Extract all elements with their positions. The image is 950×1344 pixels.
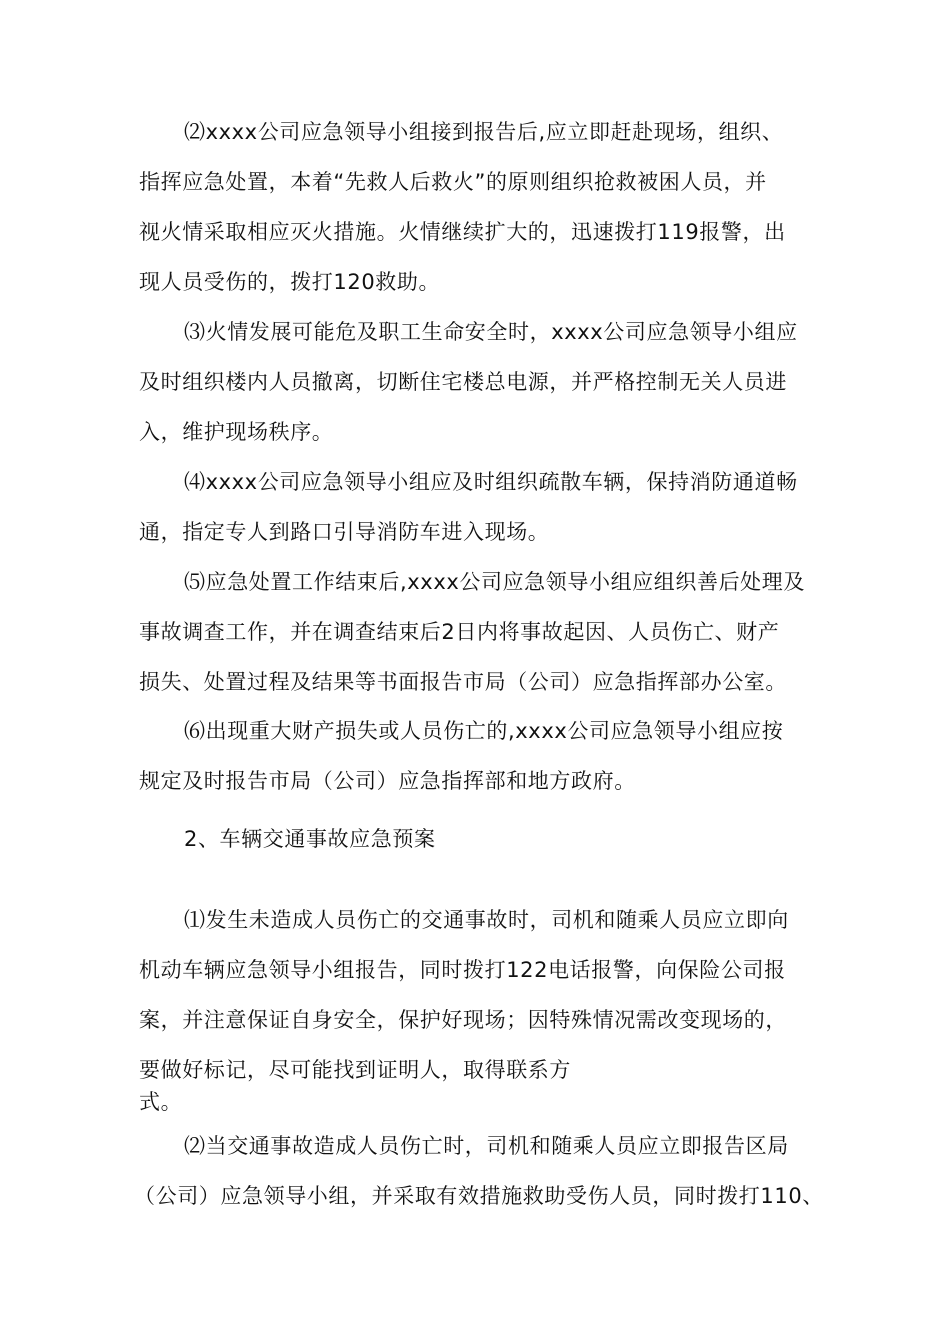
paragraph-7-line-5: 式。 [139, 1090, 183, 1114]
paragraph-7-line-2: 机动车辆应急领导小组报告，同时拨打122电话报警，向保险公司报 [139, 958, 786, 982]
paragraph-6-line-1: ⑹出现重大财产损失或人员伤亡的,xxxx公司应急领导小组应按 [184, 719, 784, 743]
paragraph-3-line-1: ⑶火情发展可能危及职工生命安全时，xxxx公司应急领导小组应 [184, 320, 798, 344]
paragraph-2-line-1: ⑵xxxx公司应急领导小组接到报告后,应立即赶赴现场，组织、 [184, 120, 784, 144]
paragraph-4-line-1: ⑷xxxx公司应急领导小组应及时组织疏散车辆，保持消防通道畅 [184, 470, 798, 494]
paragraph-7-line-4: 要做好标记，尽可能找到证明人，取得联系方 [139, 1058, 571, 1082]
paragraph-4-line-2: 通，指定专人到路口引导消防车进入现场。 [139, 520, 550, 544]
paragraph-2-line-4: 现人员受伤的，拨打120救助。 [139, 270, 441, 294]
paragraph-5-line-2: 事故调查工作，并在调查结束后2日内将事故起因、人员伤亡、财产 [139, 620, 780, 644]
paragraph-6-line-2: 规定及时报告市局（公司）应急指挥部和地方政府。 [139, 769, 636, 793]
paragraph-7-line-3: 案，并注意保证自身安全，保护好现场；因特殊情况需改变现场的， [139, 1008, 787, 1032]
paragraph-8-line-1: ⑵当交通事故造成人员伤亡时，司机和随乘人员应立即报告区局 [184, 1134, 789, 1158]
paragraph-2-line-2: 指挥应急处置，本着“先救人后救火”的原则组织抢救被困人员，并 [139, 170, 767, 194]
paragraph-2-line-3: 视火情采取相应灭火措施。火情继续扩大的，迅速拨打119报警，出 [139, 220, 786, 244]
paragraph-3-line-2: 及时组织楼内人员撤离，切断住宅楼总电源，并严格控制无关人员进 [139, 370, 787, 394]
paragraph-5-line-3: 损失、处置过程及结果等书面报告市局（公司）应急指挥部办公室。 [139, 670, 787, 694]
section-heading: 2、车辆交通事故应急预案 [184, 827, 436, 851]
paragraph-8-line-2: （公司）应急领导小组，并采取有效措施救助受伤人员，同时拨打110、 [134, 1184, 824, 1208]
paragraph-7-line-1: ⑴发生未造成人员伤亡的交通事故时，司机和随乘人员应立即向 [184, 908, 789, 932]
paragraph-5-line-1: ⑸应急处置工作结束后,xxxx公司应急领导小组应组织善后处理及 [184, 570, 805, 594]
paragraph-3-line-3: 入，维护现场秩序。 [139, 420, 334, 444]
